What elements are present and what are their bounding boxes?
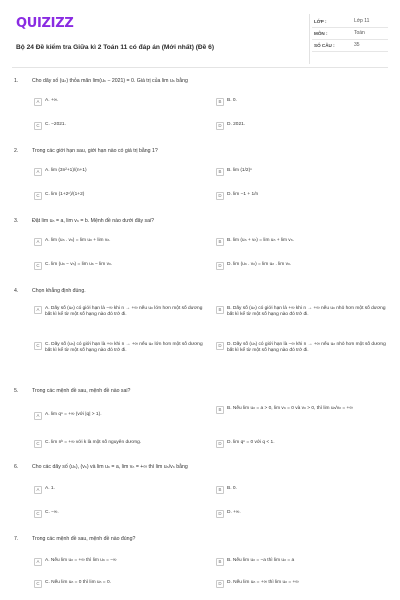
meta-key: SỐ CÂU : [314, 42, 335, 48]
option-letter: D [216, 342, 224, 350]
option-letter: D [216, 510, 224, 518]
option-letter: B [216, 238, 224, 246]
option-d[interactable] [216, 510, 241, 518]
option-letter: C [34, 192, 42, 200]
quizizz-logo[interactable]: QUIZIZZ [16, 16, 74, 31]
question-text: Trong các mệnh đề sau, mệnh đề nào đúng? [32, 536, 136, 542]
question-number: 5. [14, 388, 19, 394]
question-3 [12, 218, 388, 269]
option-letter: D [216, 192, 224, 200]
option-c[interactable] [34, 122, 66, 130]
option-text: C. lim (1+2ⁿ)/(1+2) [45, 192, 85, 197]
option-letter: D [216, 122, 224, 130]
meta-key: MÔN : [314, 30, 328, 36]
option-d[interactable] [216, 580, 299, 588]
option-text: B. Nếu lim uₙ = a > 0, lim vₙ = 0 và vₙ > 0, thì lim uₙ/vₙ = +∞ [227, 406, 353, 411]
option-c[interactable] [34, 510, 59, 518]
meta-row-subject [312, 28, 388, 40]
question-text: Cho các dãy số (uₙ), (vₙ) và lim uₙ = a, lim vₙ = +∞ thì lim uₙ/vₙ bằng [32, 464, 188, 470]
question-number: 1. [14, 78, 19, 84]
option-text: A. Dãy số (uₙ) có giới hạn là −∞ khi n → +∞ nếu uₙ lớn hơn một số dương bất kì kể từ một số hạng nào đó trở đi. [45, 306, 203, 317]
option-a[interactable] [34, 306, 206, 318]
option-letter: A [34, 98, 42, 106]
option-b[interactable] [216, 558, 294, 566]
question-text: Trong các mệnh đề sau, mệnh đề nào sai? [32, 388, 131, 394]
question-number: 2. [14, 148, 19, 154]
option-d[interactable] [216, 192, 258, 200]
option-text: C. Dãy số (uₙ) có giới hạn là +∞ khi n → +∞ nếu uₙ lớn hơn một số dương bất kì kể từ một số hạng nào đó trở đi. [45, 342, 203, 353]
option-a[interactable] [34, 98, 58, 106]
meta-value: Lớp 11 [354, 18, 370, 25]
option-b[interactable] [216, 306, 388, 318]
meta-box [312, 16, 388, 52]
option-letter: A [34, 168, 42, 176]
option-c[interactable] [34, 440, 141, 448]
option-letter: A [34, 412, 42, 420]
meta-value: 35 [354, 42, 360, 49]
option-letter: C [34, 510, 42, 518]
option-letter: A [34, 486, 42, 494]
question-6 [12, 464, 388, 517]
option-text: D. 2021. [227, 122, 246, 127]
option-letter: C [34, 262, 42, 270]
option-text: B. 0. [227, 486, 237, 491]
option-text: C. −2021. [45, 122, 66, 127]
option-letter: C [34, 342, 42, 350]
option-text: A. lim (uₙ . vₙ) = lim uₙ + lim vₙ. [45, 238, 111, 243]
option-d[interactable] [216, 122, 245, 130]
meta-row-count [312, 40, 388, 52]
option-text: C. Nếu lim uₙ = 0 thì lim uₙ = 0. [45, 580, 111, 585]
option-letter: B [216, 486, 224, 494]
page-header [12, 10, 388, 68]
option-text: B. lim (1/2)ⁿ [227, 168, 252, 173]
option-d[interactable] [216, 262, 291, 270]
question-text: Trong các giới hạn sau, giới hạn nào có giá trị bằng 1? [32, 148, 158, 154]
option-c[interactable] [34, 192, 84, 200]
question-text: Chọn khẳng định đúng. [32, 288, 86, 294]
option-letter: B [216, 98, 224, 106]
option-d[interactable] [216, 440, 275, 448]
option-letter: C [34, 440, 42, 448]
question-number: 3. [14, 218, 19, 224]
option-d[interactable] [216, 342, 388, 354]
question-1 [12, 78, 388, 129]
option-text: B. lim (uₙ + vₙ) = lim uₙ + lim vₙ. [227, 238, 294, 243]
option-letter: B [216, 406, 224, 414]
option-b[interactable] [216, 406, 384, 414]
option-a[interactable] [34, 486, 55, 494]
option-c[interactable] [34, 580, 111, 588]
option-text: C. −∞. [45, 510, 59, 515]
option-text: D. +∞. [227, 510, 241, 515]
option-a[interactable] [34, 558, 116, 566]
option-c[interactable] [34, 262, 112, 270]
option-letter: A [34, 238, 42, 246]
option-text: A. 1. [45, 486, 55, 491]
option-letter: C [34, 122, 42, 130]
option-text: B. Nếu lim uₙ = −a thì lim uₙ = a [227, 558, 295, 563]
option-text: A. lim qⁿ = +∞ (với |q| > 1). [45, 412, 102, 417]
option-letter: A [34, 306, 42, 314]
option-a[interactable] [34, 412, 102, 420]
option-text: D. lim (uₙ . vₙ) = lim uₙ . lim vₙ. [227, 262, 292, 267]
option-text: A. Nếu lim uₙ = +∞ thì lim uₙ = −∞ [45, 558, 117, 563]
meta-value: Toán [354, 30, 365, 37]
option-letter: D [216, 262, 224, 270]
option-text: A. +∞. [45, 98, 59, 103]
option-text: B. 0. [227, 98, 237, 103]
option-a[interactable] [34, 168, 87, 176]
option-c[interactable] [34, 342, 206, 354]
meta-row-class [312, 16, 388, 28]
question-7 [12, 536, 388, 587]
option-letter: B [216, 558, 224, 566]
option-b[interactable] [216, 238, 294, 246]
option-text: D. Dãy số (uₙ) có giới hạn là −∞ khi n → +∞ nếu uₙ nhỏ hơn một số dương bất kì kể từ một số hạng nào đó trở đi. [227, 342, 386, 353]
option-letter: A [34, 558, 42, 566]
option-text: A. lim (3n²+1)/(n+1) [45, 168, 87, 173]
option-letter: C [34, 580, 42, 588]
option-text: C. lim nᵏ = +∞ với k là một số nguyên dương. [45, 440, 142, 445]
question-4 [12, 288, 388, 353]
question-text: Đặt lim uₙ = a, lim vₙ = b. Mệnh đề nào dưới đây sai? [32, 218, 155, 224]
document-title: Bộ 24 Đề kiểm tra Giữa kì 2 Toán 11 có đáp án (Mới nhất) (Đề 6) [16, 44, 215, 51]
option-b[interactable] [216, 168, 252, 176]
option-letter: D [216, 580, 224, 588]
question-number: 6. [14, 464, 19, 470]
question-number: 7. [14, 536, 19, 542]
header-divider [309, 14, 310, 64]
question-2 [12, 148, 388, 199]
option-text: D. lim −1 + 1/n [227, 192, 259, 197]
option-letter: B [216, 168, 224, 176]
option-b[interactable] [216, 486, 237, 494]
option-letter: D [216, 440, 224, 448]
question-text: Cho dãy số (uₙ) thỏa mãn lim(uₙ − 2021) = 0. Giá trị của lim uₙ bằng [32, 78, 188, 84]
option-text: D. Nếu lim uₙ = +∞ thì lim uₙ = +∞ [227, 580, 299, 585]
question-number: 4. [14, 288, 19, 294]
option-text: C. lim (uₙ − vₙ) = lim uₙ − lim vₙ. [45, 262, 113, 267]
option-a[interactable] [34, 238, 110, 246]
meta-key: LỚP : [314, 18, 327, 24]
option-letter: B [216, 306, 224, 314]
option-text: D. lim qⁿ = 0 với q < 1. [227, 440, 275, 445]
question-5 [12, 388, 388, 447]
option-b[interactable] [216, 98, 237, 106]
option-text: B. Dãy số (uₙ) có giới hạn là +∞ khi n → +∞ nếu uₙ nhỏ hơn một số dương bất kì kể từ một số hạng nào đó trở đi. [227, 306, 386, 317]
